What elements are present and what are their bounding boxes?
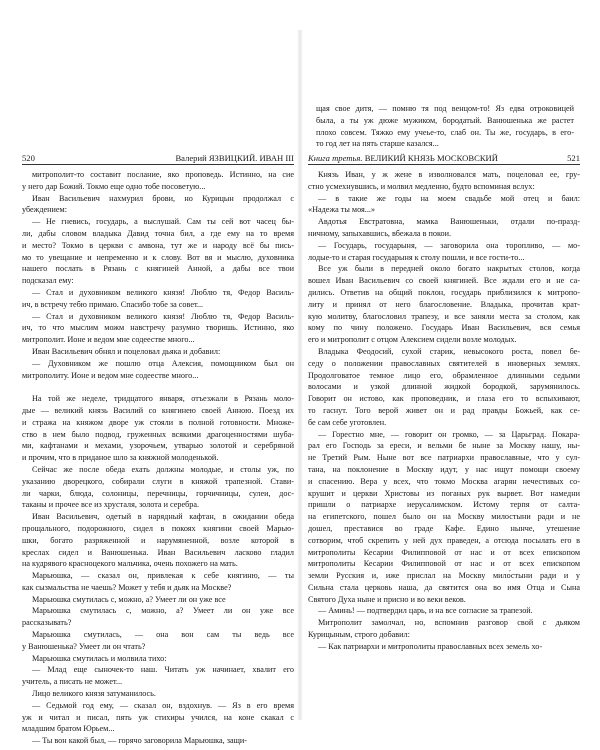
text-line: Митрополит замолчал, но, вспомнив разговор свой с дьяком: [318, 618, 580, 628]
text-line: — Как патриархи и митрополиты православных всех земель хо-: [318, 641, 543, 651]
right-page: [308, 0, 580, 750]
text-line: младшим братом Юрьем...: [22, 724, 115, 734]
paragraph: [22, 393, 294, 464]
text-line: волосами и узкой длинной жидкой бородкой, зарумянилось.: [308, 382, 580, 392]
paragraph: [22, 688, 294, 700]
paragraph: [22, 664, 294, 688]
text-line: митрополит. Ионе и ведом мне содеестве много...: [22, 335, 195, 345]
right-running-head: [308, 153, 498, 163]
paragraph: [308, 240, 580, 264]
text-line: дые — великий князь Василий со княгинею своей Анною. Поезд их: [22, 405, 294, 415]
text-line: нашего послать в Рязань с княгиней Анной, а дабы все твои: [22, 264, 294, 274]
text-line: Авдотья Евстратовна, мамка Ванюшеньки, отдали по-празд-: [318, 217, 580, 227]
text-line: Лицо великого князя затуманилось.: [32, 689, 156, 699]
text-line: рал его Господь за ереси, и вельми бе ныне за Москву нашу, ны-: [308, 441, 580, 451]
right-page-body: [308, 169, 580, 653]
text-line: земли Русския и, иже прислал на Москву мило́стыни ради и у: [308, 571, 580, 581]
text-line: щая свое дитя, — помню тя под венцом-то! Яз едва отроковицей: [316, 104, 574, 113]
paragraph: [308, 169, 580, 193]
paragraph: [22, 287, 294, 311]
left-running-head: Валерий ЯЗВИЦКИЙ. ИВАН III: [175, 153, 294, 163]
text-line: была, а ты уж дюже мужиком, бородатый. Ванюшенька же растет: [316, 115, 574, 125]
paragraph: [308, 617, 580, 641]
text-line: митрополиты Кесарии Филипповой от нас и от всех епископом: [308, 547, 580, 557]
text-line: и стража на княжом дворе уж стояли в полной готовности. Множе-: [22, 417, 294, 427]
paragraph: [308, 193, 580, 217]
text-line: ми, кафтанами и мехами, узорочьем, утварью золотой и серебряной: [22, 441, 294, 451]
text-line: вошел Иван Васильевич со своей княгиней. Все ждали его и не са-: [308, 276, 580, 286]
paragraph: [22, 594, 294, 606]
text-line: Князь Иван, у ж жене в изволновался мать, поцеловал ее, гру-: [318, 170, 580, 179]
text-line: — Государь, государыня, — заговорила она торопливо, — мо-: [318, 240, 580, 250]
text-line: рассказывать?: [22, 618, 72, 628]
paragraph: [308, 346, 580, 429]
text-line: убеждением:: [22, 205, 67, 215]
right-page-header: [308, 150, 580, 165]
text-line: — Аминь! — подтвердил царь, и на все согласие за трапезой.: [318, 606, 533, 616]
text-line: кому по чину положено. Государь Иван Васильевич, вся семья: [308, 323, 580, 333]
text-line: Иван Васильевич нахмурил брови, но Курицын продолжал с: [32, 193, 294, 203]
text-line: Марьюшка смутилась и молвила тихо:: [32, 653, 167, 663]
text-line: плохо совсем. Тяжко ему учеье-то, слаб он. Ты же, государь, в его-: [316, 127, 574, 137]
paragraph: [22, 511, 294, 570]
text-line: таканы и прочее все из хрусталя, золота и серебра.: [22, 500, 200, 510]
left-page-body: [22, 169, 294, 747]
text-line: — Горестно мне, — говорит он громко, — за Царьград. Покара-: [318, 429, 580, 439]
text-line: «Надежа ты моя...»: [308, 205, 376, 215]
paragraph: [22, 653, 294, 665]
text-line: его и митрополит с отцом Алексием сидели возле молодых.: [308, 335, 517, 345]
text-line: Иван Васильевич обнял и поцеловал дьяка и добавил:: [32, 346, 221, 356]
right-running-head-book: Книга третья.: [308, 153, 363, 163]
paragraph: [22, 358, 294, 382]
text-line: уж и читал и писал, пять уж стихиры учился, на коне скакал с: [22, 712, 294, 722]
right-page-number: 521: [567, 153, 580, 163]
section-break: [22, 381, 294, 393]
right-page-top-fragment: [316, 103, 574, 150]
text-line: мо то увещание и непременно и к слову. Вот вя и мыслю, духовника: [22, 252, 294, 262]
text-line: тана, на поклонение в Москву идут, у нас ищут помощи своему: [308, 464, 580, 474]
text-line: Марьюшка, — сказал он, привлекая к себе княгиню, — ты: [32, 571, 294, 581]
text-line: лодые-то и старая государыня к столу пошли, и все гости-то...: [308, 252, 525, 262]
text-line: учитель, а писать не может...: [22, 677, 123, 687]
text-line: ли, дабы словом владыка Давид точна бил, а где ему на то время: [22, 228, 294, 238]
text-line: митрополит-то составит послание, яко проповедь. Истинно, на сие: [32, 170, 294, 179]
paragraph: [22, 464, 294, 511]
text-line: седу о положении православных святителей в иноверных землях.: [308, 358, 580, 368]
text-line: — в такие же годы на моем свадьбе мой отец и баил:: [318, 193, 580, 203]
text-line: дошел, преставися во граде Кафе. Едино нынче, утешение: [308, 523, 580, 533]
text-line: крушит и церкви Христовы из поганых рук вырвет. Вот намедни: [308, 488, 580, 498]
paragraph: [22, 735, 294, 747]
text-line: Марьюшка смутилась с, можно, а? Умеет ли он уже все: [32, 594, 226, 604]
text-line: кую молитву, благословил трапезу, и все заняли места за столом, как: [308, 311, 580, 321]
right-running-head-title: ВЕЛИКИЙ КНЯЗЬ МОСКОВСКИЙ: [364, 153, 498, 163]
left-page: [22, 0, 294, 750]
paragraph: [308, 263, 580, 346]
text-line: не Третий Рым. Ныне вот все патриархи православные, что у сул-: [308, 453, 580, 463]
text-line: Марьюшка смутилась, — она вон сам ты ведь все: [32, 630, 294, 640]
text-line: и прочим, что в приданое шло за княжной молоденькой.: [22, 453, 219, 463]
text-line: и место? Токмо в церкви с амвона, тут же и народу всё бы пись-: [22, 240, 294, 250]
text-line: митрополиты Кесарии Филипповой от нас и от всех епископом: [308, 559, 580, 569]
text-line: у Ванюшенька? Умеет ли он чтать?: [22, 641, 146, 651]
text-line: Сейчас же после обеда ехать должны молодые, и столы уж, по: [32, 464, 294, 474]
text-line: то год лет на пять старше казался...: [316, 139, 439, 149]
paragraph: [22, 169, 294, 193]
text-line: ич, в встречу тебю примаю. Спасибо тобе за совет...: [22, 299, 204, 309]
text-line: дились. Ответив на общий поклон, государь приблизился к митропо-: [308, 287, 580, 297]
text-line: На той же неделе, тридцатого января, отъезжали в Рязань моло-: [32, 394, 294, 404]
text-line: креслах сидел и Ванюшенька. Иван Васильевич ласково гладил: [22, 547, 294, 557]
text-line: — Духовником же пошлю отца Алексия, помощником был он: [32, 358, 294, 368]
text-line: ство в нем было подвод, груженных всякими драгоценностями шуба-: [22, 429, 294, 439]
text-line: — Ты вон какой был, — горячо заговорила Марьюшка, защи-: [32, 736, 248, 746]
text-line: подсказал ему:: [22, 276, 74, 286]
text-line: стно усмехнувшись, и молвил медленно, будто вспоминая вслух:: [308, 181, 535, 191]
paragraph: [22, 216, 294, 287]
book-gutter: [297, 30, 303, 720]
text-line: Все уж были в передней около богато накрытых столов, когда: [318, 264, 580, 274]
text-line: — Млад еще сыночек-то наш. Читать уж начинает, хвалит его: [32, 665, 294, 675]
paragraph: [308, 429, 580, 606]
text-line: сотворим, чтоб скрепить у ней дух праведен, а отсюда посылать его в: [308, 535, 580, 545]
text-line: бе сам себе уготовлен.: [308, 417, 387, 427]
text-line: прощального, подорожного, сидел в покоях княгини своей Марью-: [22, 523, 294, 533]
text-line: — Не гневись, государь, а выслушай. Сам ты сей вот часец бы-: [32, 217, 294, 227]
paragraph: [22, 193, 294, 217]
text-line: у него дар Божий. Токмо еще одно тобе посоветую...: [22, 181, 206, 191]
text-line: на кудрявого красноцекого мальчика, очень похожего на мать.: [22, 559, 238, 569]
text-line: — Стал и духовником великого князя! Люблю тя, Федор Василь-: [32, 287, 294, 297]
text-line: шки, богато разряженной и нарумяненной, возле которой в: [22, 535, 294, 545]
paragraph: [22, 605, 294, 629]
left-page-header: [22, 150, 294, 165]
text-line: Курицыным, строго добавил:: [308, 630, 410, 640]
paragraph: [22, 346, 294, 358]
text-line: то гаснут. Того верой живет он и рад правды Божьей, как се-: [308, 405, 580, 415]
text-line: Продолговатое темное лицо его, обрамленное длинными седыми: [308, 370, 580, 380]
text-line: Сильна стала церковь наша, да святится она во имя Отца и Сына: [308, 582, 580, 592]
text-line: Марьюшка смутилась с, можно, а? Умеет ли он уже все: [32, 606, 294, 616]
text-line: как сызмальства не чаешь? Может у тебя и дьяк на Москве?: [22, 582, 232, 592]
left-page-number: 520: [22, 153, 35, 163]
text-line: митрополиту. Ионе и ведом мне содеестве много...: [22, 370, 199, 380]
text-line: — Стал и духовником великого князя! Люблю тя, Федор Василь-: [32, 311, 294, 321]
text-line: Говорит он истово, как проповедник, и глаза его то вспыхивают,: [308, 394, 580, 404]
text-line: Владыка Феодосий, сухой старик, невысокого роста, повел бе-: [318, 346, 580, 356]
text-line: пришли о патриархе иерусалимском. Истому терпя от салта-: [308, 500, 580, 510]
paragraph: [22, 629, 294, 653]
text-line: Иван Васильевич, одетый в нарядный кафтан, в ожидании обеда: [32, 512, 294, 522]
text-line: — Седьмой год ему, — сказал он, вздохнув. — Яз в его время: [32, 700, 294, 710]
text-line: ничному, запыхавшись, вбежала в покои.: [308, 228, 452, 238]
paragraph: [22, 700, 294, 735]
paragraph: [308, 216, 580, 240]
text-line: ич, то что мыслим можм навстречу разумно творишь. Истинно, яко: [22, 323, 294, 333]
paragraph: [308, 605, 580, 617]
text-line: литу и принял от него благословение. Владыка, прочитав крат-: [308, 299, 580, 309]
text-line: и спасению. Вера у всех, что токмо Москва агарян нечестивых со-: [308, 476, 580, 486]
text-line: Святого Духа ныне и присно и во веки веков.: [308, 594, 466, 604]
paragraph: [22, 311, 294, 346]
text-line: ли чарки, блюда, солоницы, перечницы, горчичницы, сулеи, дос-: [22, 488, 294, 498]
text-line: указанию дворецкого, собирали слуги в княжой трапезной. Стави-: [22, 476, 294, 486]
paragraph: [22, 570, 294, 594]
paragraph: [308, 641, 580, 653]
text-line: на египетского, пошел было он на Москву милостыни ради и не: [308, 512, 580, 522]
